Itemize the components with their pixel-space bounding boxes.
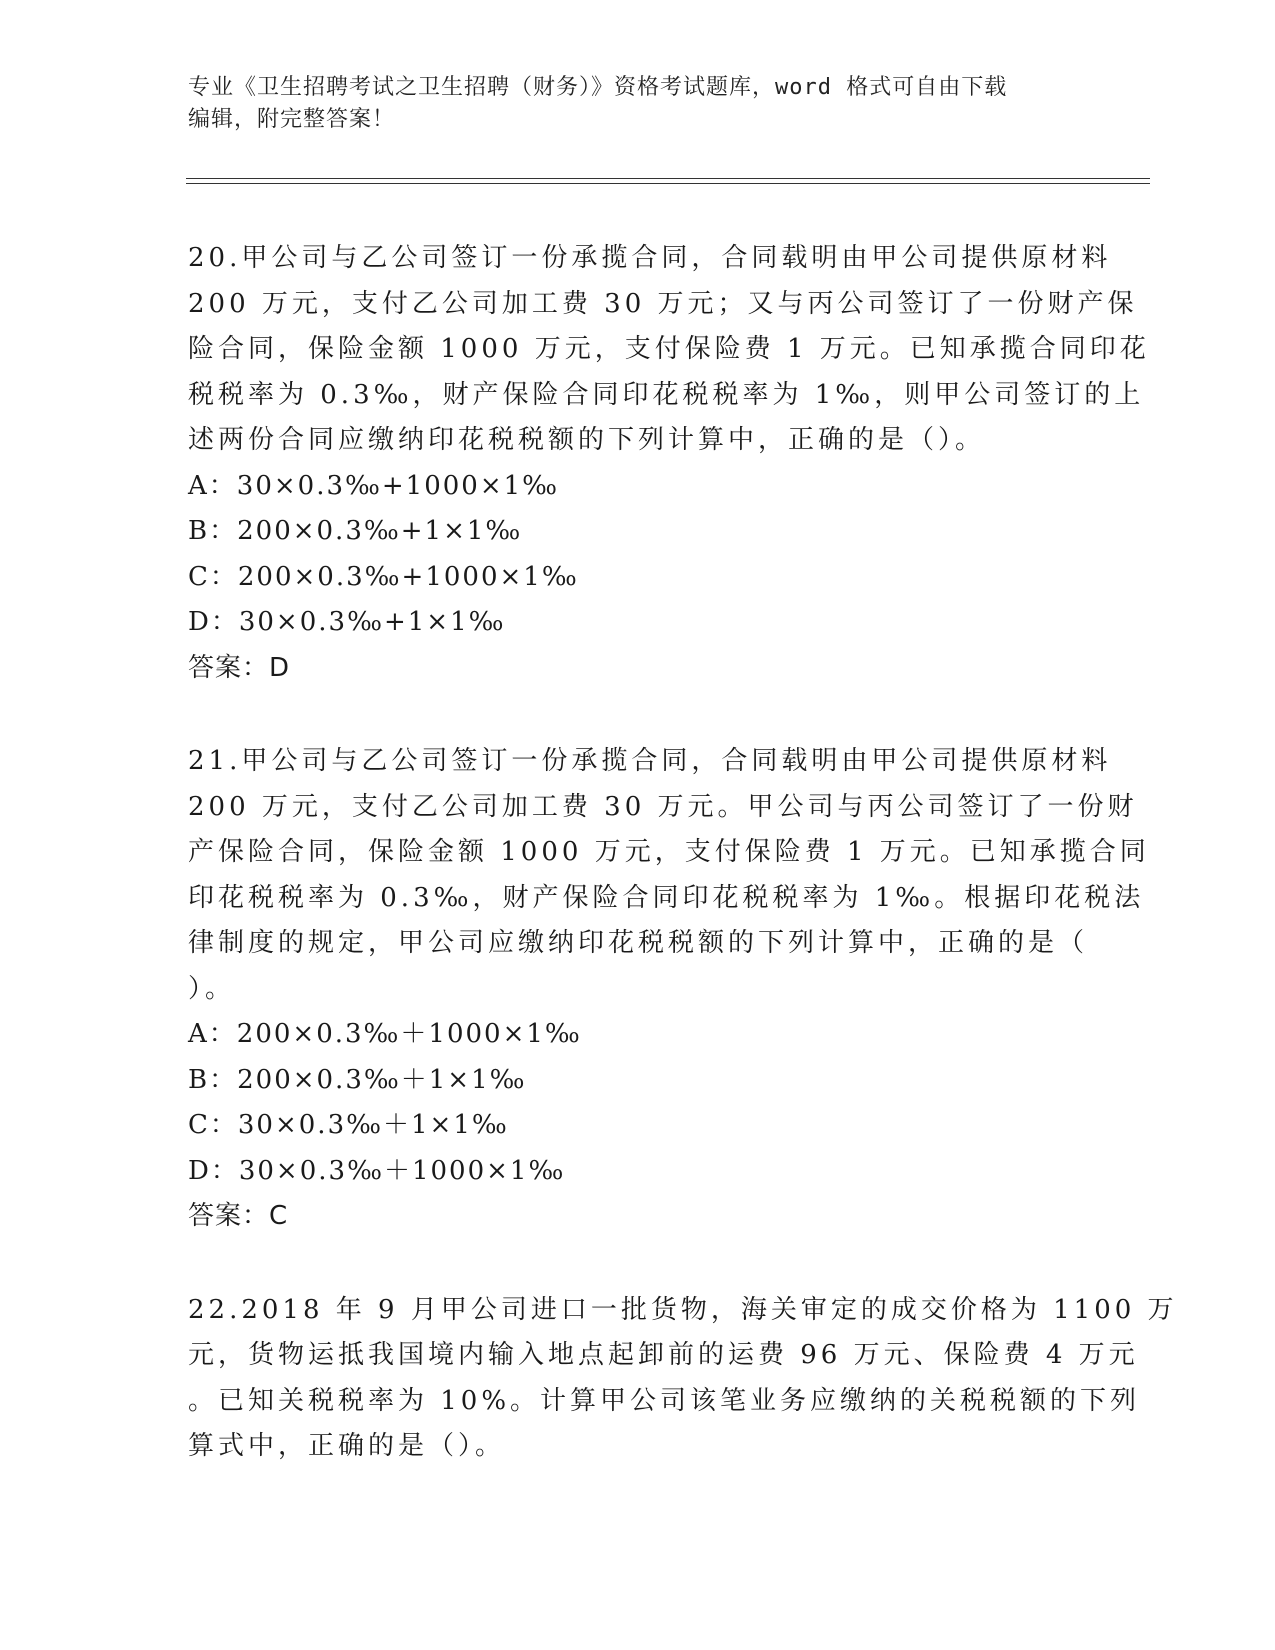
question-21 (188, 739, 1150, 1240)
option-c: C：30×0.3‰＋1×1‰ (188, 1110, 509, 1140)
question-text-line: 200 万元，支付乙公司加工费 30 万元。甲公司与丙公司签订了一份财 (188, 791, 1138, 822)
question-text-line: 。已知关税税率为 10%。计算甲公司该笔业务应缴纳的关税税额的下列 (188, 1385, 1141, 1416)
question-text-line: 20.甲公司与乙公司签订一份承揽合同，合同载明由甲公司提供原材料 (188, 243, 1112, 273)
header-divider (186, 183, 1150, 184)
document-body (188, 236, 1178, 1470)
header-line: 编辑，附完整答案！ (188, 107, 396, 132)
option-c: C：200×0.3‰+1000×1‰ (188, 561, 579, 592)
option-b: B：200×0.3‰+1×1‰ (188, 516, 523, 546)
question-spacer (188, 691, 1088, 739)
option-d: D：30×0.3‰+1×1‰ (188, 607, 506, 637)
header-divider (186, 178, 1150, 179)
question-spacer (188, 1240, 1088, 1288)
option-b: B：200×0.3‰＋1×1‰ (188, 1064, 527, 1095)
question-text-line: 算式中，正确的是（）。 (188, 1431, 506, 1461)
option-a: A：200×0.3‰＋1000×1‰ (188, 1019, 582, 1049)
question-22 (188, 1288, 1178, 1470)
option-a: A：30×0.3‰+1000×1‰ (188, 470, 560, 501)
question-text-line: 元，货物运抵我国境内输入地点起卸前的运费 96 万元、保险费 4 万元 (188, 1340, 1139, 1370)
question-text-line: ）。 (188, 973, 236, 1004)
option-d: D：30×0.3‰＋1000×1‰ (188, 1155, 566, 1186)
answer: 答案：C (188, 1201, 289, 1231)
question-text-line: 税税率为 0.3‰，财产保险合同印花税税率为 1‰，则甲公司签订的上 (188, 379, 1145, 410)
question-text-line: 200 万元，支付乙公司加工费 30 万元；又与丙公司签订了一份财产保 (188, 288, 1138, 319)
document-header (188, 72, 1088, 136)
question-text-line: 产保险合同，保险金额 1000 万元，支付保险费 1 万元。已知承揽合同 (188, 837, 1150, 867)
question-text-line: 险合同，保险金额 1000 万元，支付保险费 1 万元。已知承揽合同印花 (188, 334, 1150, 364)
question-text-line: 述两份合同应缴纳印花税税额的下列计算中，正确的是（）。 (188, 425, 986, 455)
header-line: 专业《卫生招聘考试之卫生招聘（财务）》资格考试题库，word 格式可自由下载 (188, 75, 1008, 100)
question-text-line: 律制度的规定，甲公司应缴纳印花税税额的下列计算中，正确的是（ (188, 928, 1089, 958)
question-text-line: 21.甲公司与乙公司签订一份承揽合同，合同载明由甲公司提供原材料 (188, 746, 1112, 776)
question-20 (188, 236, 1150, 691)
question-text-line: 22.2018 年 9 月甲公司进口一批货物，海关审定的成交价格为 1100 万 (188, 1294, 1178, 1325)
question-text-line: 印花税税率为 0.3‰，财产保险合同印花税税率为 1‰。根据印花税法 (188, 882, 1145, 913)
answer: 答案：D (188, 652, 291, 683)
